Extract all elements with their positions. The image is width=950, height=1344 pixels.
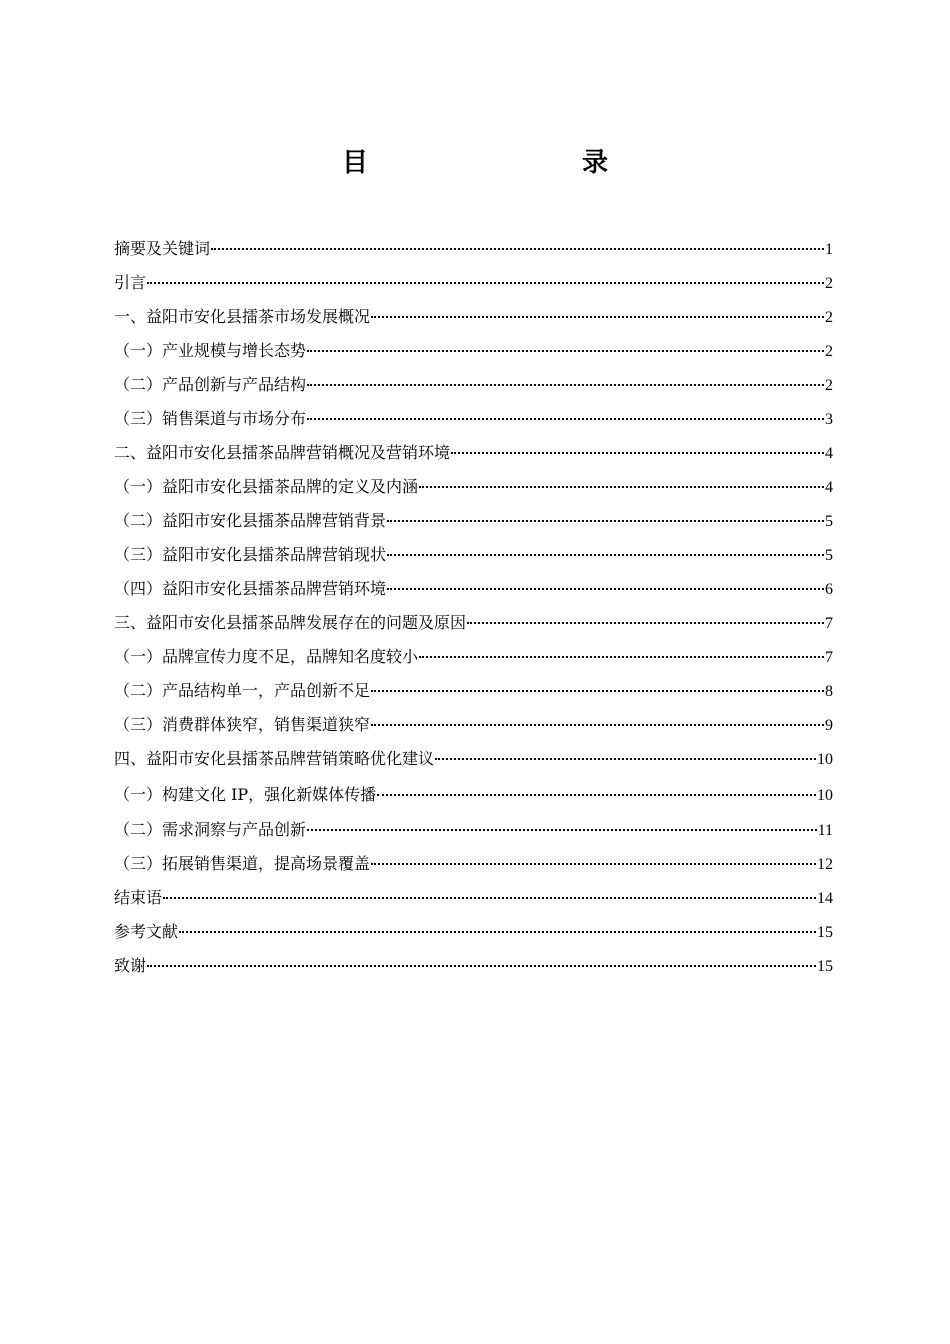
toc-entry-page: 9 (825, 717, 833, 734)
toc-entry[interactable] (114, 368, 833, 402)
toc-entry-page: 5 (825, 547, 833, 564)
toc-entry-label: 结束语 (114, 888, 163, 907)
toc-entry-page: 12 (817, 856, 833, 873)
toc-entry[interactable] (114, 881, 833, 915)
toc-leader-dots (147, 965, 816, 967)
toc-leader-dots (387, 588, 824, 590)
toc-entry-page: 7 (825, 649, 833, 666)
toc-entry[interactable] (114, 674, 833, 708)
toc-entry-label: （三）拓展销售渠道，提高场景覆盖 (114, 854, 371, 873)
toc-leader-dots (467, 622, 824, 624)
toc-entry[interactable] (114, 742, 833, 776)
toc-entry[interactable] (114, 708, 833, 742)
toc-leader-dots (307, 418, 824, 420)
toc-entry-page: 7 (825, 615, 833, 632)
toc-entry-page: 8 (825, 683, 833, 700)
toc-entry-page: 14 (817, 890, 833, 907)
toc-entry[interactable] (114, 504, 833, 538)
toc-entry[interactable] (114, 572, 833, 606)
toc-leader-dots (451, 452, 824, 454)
toc-entry[interactable] (114, 232, 833, 266)
page-title: 目 录 (341, 148, 662, 178)
toc-entry-page: 2 (825, 377, 833, 394)
toc-entry-label: （一）构建文化 IP，强化新媒体传播 (114, 785, 377, 804)
toc-entry-label: 引言 (114, 273, 147, 292)
toc-entry-page: 15 (817, 958, 833, 975)
toc-entry-label: 三、益阳市安化县擂茶品牌发展存在的问题及原因 (114, 613, 467, 632)
toc-entry-label: 二、益阳市安化县擂茶品牌营销概况及营销环境 (114, 443, 451, 462)
toc-leader-dots (387, 554, 824, 556)
toc-entry-label: （三）消费群体狭窄，销售渠道狭窄 (114, 715, 371, 734)
toc-entry-label: 四、益阳市安化县擂茶品牌营销策略优化建议 (114, 749, 435, 768)
toc-entry-label: （三）销售渠道与市场分布 (114, 409, 307, 428)
toc-entry-label: （二）益阳市安化县擂茶品牌营销背景 (114, 511, 387, 530)
toc-entry[interactable] (114, 847, 833, 881)
toc-entry-label: （一）产业规模与增长态势 (114, 341, 307, 360)
toc-leader-dots (371, 863, 816, 865)
toc-entry-page: 1 (825, 241, 833, 258)
toc-entry[interactable] (114, 470, 833, 504)
toc-entry[interactable] (114, 776, 833, 813)
toc-leader-dots (435, 758, 816, 760)
toc-entry[interactable] (114, 300, 833, 334)
toc-entry[interactable] (114, 436, 833, 470)
toc-entry-label: （二）产品创新与产品结构 (114, 375, 307, 394)
toc-entry-label: （三）益阳市安化县擂茶品牌营销现状 (114, 545, 387, 564)
toc-entry-page: 2 (825, 309, 833, 326)
toc-leader-dots (163, 897, 816, 899)
toc-leader-dots (307, 384, 824, 386)
toc-entry[interactable] (114, 606, 833, 640)
toc-entry[interactable] (114, 949, 833, 983)
toc-entry-page: 10 (817, 751, 833, 768)
toc-entry-label: 致谢 (114, 956, 147, 975)
toc-entry-page: 2 (825, 275, 833, 292)
toc-entry-page: 15 (817, 924, 833, 941)
toc-leader-dots (179, 931, 816, 933)
table-of-contents (114, 232, 833, 983)
toc-entry-label: 参考文献 (114, 922, 179, 941)
toc-entry-page: 3 (825, 411, 833, 428)
toc-entry-page: 11 (817, 822, 833, 839)
toc-entry[interactable] (114, 813, 833, 847)
toc-entry-label: （一）益阳市安化县擂茶品牌的定义及内涵 (114, 477, 419, 496)
toc-entry-page: 10 (817, 787, 833, 804)
toc-leader-dots (371, 316, 824, 318)
toc-leader-dots (307, 350, 824, 352)
toc-leader-dots (377, 794, 816, 796)
toc-entry-page: 2 (825, 343, 833, 360)
toc-entry[interactable] (114, 266, 833, 300)
toc-entry-label: 摘要及关键词 (114, 239, 211, 258)
toc-leader-dots (371, 724, 824, 726)
toc-entry-label: （四）益阳市安化县擂茶品牌营销环境 (114, 579, 387, 598)
toc-entry-label: （二）需求洞察与产品创新 (114, 820, 307, 839)
toc-entry-label: （一）品牌宣传力度不足，品牌知名度较小 (114, 647, 419, 666)
toc-entry-page: 5 (825, 513, 833, 530)
toc-entry-page: 6 (825, 581, 833, 598)
toc-entry-page: 4 (825, 445, 833, 462)
toc-leader-dots (419, 656, 824, 658)
toc-leader-dots (211, 248, 824, 250)
toc-entry[interactable] (114, 334, 833, 368)
toc-entry-page: 4 (825, 479, 833, 496)
toc-leader-dots (387, 520, 824, 522)
toc-entry-label: （二）产品结构单一，产品创新不足 (114, 681, 371, 700)
toc-entry[interactable] (114, 915, 833, 949)
toc-entry[interactable] (114, 538, 833, 572)
toc-entry[interactable] (114, 402, 833, 436)
toc-leader-dots (147, 282, 824, 284)
toc-leader-dots (307, 829, 817, 831)
toc-leader-dots (371, 690, 824, 692)
toc-entry-label: 一、益阳市安化县擂茶市场发展概况 (114, 307, 371, 326)
toc-leader-dots (419, 486, 824, 488)
toc-entry[interactable] (114, 640, 833, 674)
